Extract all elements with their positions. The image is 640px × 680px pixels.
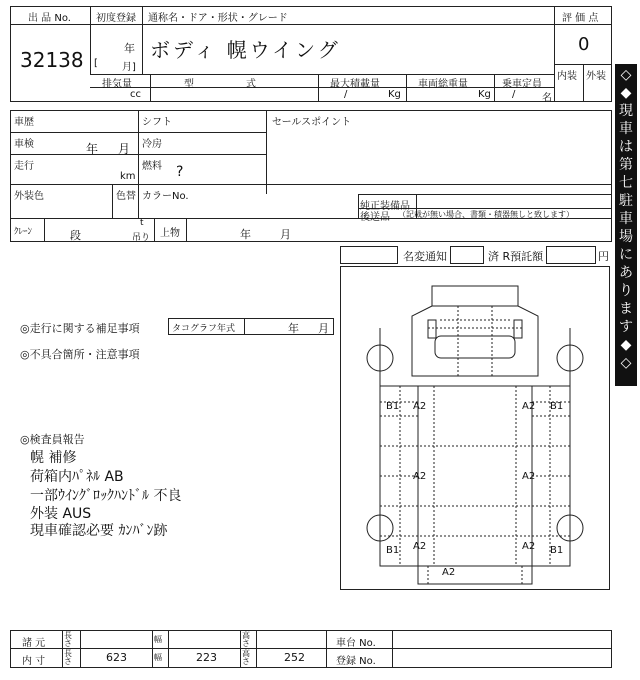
spec-divider-4 [494, 74, 495, 102]
load-slash: / [344, 89, 348, 100]
tacho-divider [244, 318, 245, 335]
banner-char: 車 [619, 211, 633, 227]
name-change-check [450, 246, 484, 264]
mark-a2-mid-left: A2 [413, 471, 427, 482]
tacho-month-unit: 月 [318, 322, 329, 335]
firstreg-divider [142, 6, 143, 24]
recycle-amount-box [546, 246, 596, 264]
mark-a2-rear-bumper: A2 [442, 567, 456, 578]
model-label: 型 [184, 79, 194, 90]
color-change-label: 色替 [116, 191, 136, 202]
mileage-label: 走行 [14, 161, 34, 172]
tachograph-label: タコグラフ年式 [172, 324, 236, 334]
crane-divider-2 [154, 218, 155, 242]
max-load-label: 最大積載量 [330, 79, 380, 90]
report-line-5: 現車確認必要 ｶﾝﾊﾞﾝ跡 [30, 523, 168, 539]
interior-label: 内装 [557, 71, 577, 82]
gvw-label: 車両総重量 [418, 79, 468, 90]
vehicle-name: ボディ 幌ウイング [150, 38, 341, 62]
spec-mid-divider [90, 87, 554, 88]
genuine-divider [358, 194, 612, 195]
banner-char: 場 [619, 229, 633, 245]
dims-col-8 [392, 630, 393, 668]
tacho-year-unit: 年 [288, 322, 299, 335]
running-remarks-label: ◎走行に関する補足事項 [20, 322, 140, 335]
yen-unit: 円 [598, 250, 609, 263]
fuel-value: ? [176, 164, 184, 180]
ac-label: 冷房 [142, 139, 162, 150]
capacity-slash: / [512, 89, 516, 100]
banner-char: 車 [619, 121, 633, 137]
banner-char: ま [619, 301, 633, 317]
displacement-label: 排気量 [102, 79, 132, 90]
spec-divider-3 [406, 74, 407, 102]
dims-col-5 [240, 630, 241, 668]
mark-b1-front-left: B1 [386, 401, 400, 412]
chassis-no-label: 車台 No. [336, 638, 376, 649]
dimensions-table [10, 630, 612, 668]
banner-char: 七 [619, 175, 633, 191]
report-line-3: 一部ｳｲﾝｸﾞﾛｯｸﾊﾝﾄﾞﾙ 不良 [30, 488, 182, 504]
mark-a2-rear-right: A2 [522, 541, 536, 552]
registration-no-label: 登録 No. [336, 656, 376, 667]
delivery-note: （記載が無い場合、書類・積器無しと致します） [398, 210, 574, 219]
first-reg-month-unit: 月] [122, 62, 136, 73]
banner-char: 第 [619, 157, 633, 173]
genuine-equipment-label: 純正装備品 [360, 201, 410, 212]
mark-a2-front-left: A2 [413, 401, 427, 412]
delivery-label: 後送品 [360, 212, 390, 223]
details-row-3 [10, 184, 612, 185]
spec-row-label: 諸 元 [22, 638, 46, 649]
color-no-label: カラーNo. [142, 191, 189, 202]
mark-a2-rear-left: A2 [413, 541, 427, 552]
details-col-2 [266, 110, 267, 194]
first-reg-year-unit: 年 [124, 42, 135, 55]
name-change-label: 名変通知 [403, 250, 447, 263]
cc-unit: cc [130, 89, 141, 100]
dims-height-label: 高さ [242, 649, 250, 666]
model-label-2: 式 [246, 79, 256, 90]
dims-col-4 [168, 630, 169, 668]
fuel-label: 燃料 [142, 161, 162, 172]
lot-right-border [90, 6, 91, 74]
dims-col-1 [62, 630, 63, 668]
dims-row-label: 内 寸 [22, 656, 46, 667]
details-row-2 [10, 154, 266, 155]
crane-divider-3 [186, 218, 187, 242]
shift-label: シフト [142, 117, 172, 128]
spec-divider-1 [150, 74, 151, 102]
dims-col-7 [326, 630, 327, 668]
inspection-month-unit: 月 [118, 142, 131, 156]
spec-height-label: 高さ [242, 631, 250, 648]
dims-col-6 [256, 630, 257, 668]
banner-char: り [619, 283, 633, 299]
name-label: 通称名・ドア・形状・グレード [148, 13, 288, 24]
report-line-2: 荷箱内ﾊﾟﾈﾙ AB [30, 469, 124, 485]
dims-length-label: 長さ [64, 649, 72, 666]
color-sub-divider [112, 184, 113, 218]
score-label: 評 価 点 [562, 13, 599, 24]
banner-char: は [619, 139, 633, 155]
spec-top-divider [90, 74, 554, 75]
crane-steps-unit: 段 [70, 229, 81, 242]
history-label: 車歴 [14, 117, 34, 128]
name-change-box [340, 246, 398, 264]
dims-row-divider [10, 648, 612, 649]
banner-char: ◇ [620, 355, 632, 371]
crane-divider-1 [44, 218, 45, 242]
banner-char: に [619, 247, 633, 263]
colorno-divider [358, 194, 359, 218]
score-mid-divider [583, 64, 584, 102]
gvw-kg-unit: Kg [478, 89, 491, 100]
spec-length-label: 長さ [64, 631, 72, 648]
capacity-unit: 名 [542, 93, 552, 104]
name-row-divider [90, 24, 554, 25]
mark-b1-rear-right: B1 [550, 545, 564, 556]
banner-char: あ [619, 265, 633, 281]
dims-col-3 [152, 630, 153, 668]
ext-color-label: 外装色 [14, 191, 44, 202]
upper-year-unit: 年 [240, 228, 251, 241]
upper-body-label: 上物 [160, 228, 180, 239]
banner-char: す [619, 319, 633, 335]
bracket-open: [ [94, 58, 98, 69]
report-line-1: 幌 補修 [30, 450, 77, 466]
sales-point-label: セールスポイント [272, 117, 352, 128]
recycle-label: 済 R預託額 [488, 250, 544, 263]
spec-divider-2 [318, 74, 319, 102]
inner-width-value: 223 [196, 651, 217, 664]
inspector-report-label: ◎検査員報告 [20, 433, 85, 446]
crane-lift-unit: 吊り [132, 233, 151, 243]
year-divider [142, 24, 143, 74]
details-col-1 [138, 110, 139, 218]
details-grid [10, 110, 612, 242]
score-divider [554, 24, 612, 25]
dims-width-label: 幅 [154, 653, 162, 662]
truck-diagram [340, 266, 610, 590]
inner-length-value: 623 [106, 651, 127, 664]
banner-char: ◆ [620, 85, 632, 101]
inspection-year-unit: 年 [86, 142, 99, 156]
inspection-label: 車検 [14, 139, 34, 150]
location-banner [615, 64, 637, 386]
upper-month-unit: 月 [280, 228, 291, 241]
crane-ton-unit: t [140, 218, 144, 228]
capacity-label: 乗車定員 [502, 79, 542, 90]
lot-divider [10, 24, 90, 25]
km-unit: km [120, 171, 136, 182]
report-line-4: 外装 AUS [30, 506, 92, 522]
mark-b1-rear-left: B1 [386, 545, 400, 556]
banner-char: ◆ [620, 337, 632, 353]
details-row-1 [10, 132, 266, 133]
score-value: 0 [578, 34, 590, 55]
mark-a2-front-right: A2 [522, 401, 536, 412]
banner-char: 駐 [619, 193, 633, 209]
spec-width-label: 幅 [154, 635, 162, 644]
crane-label: ｸﾚｰﾝ [14, 227, 33, 237]
score-left-border [554, 6, 555, 102]
first-reg-label: 初度登録 [96, 13, 136, 24]
mark-a2-mid-right: A2 [522, 471, 536, 482]
mark-b1-front-right: B1 [550, 401, 564, 412]
load-kg-unit: Kg [388, 89, 401, 100]
exterior-label: 外装 [586, 71, 606, 82]
inner-height-value: 252 [284, 651, 305, 664]
dims-col-2 [80, 630, 81, 668]
banner-char: 現 [619, 103, 633, 119]
defect-label: ◎不具合箇所・注意事項 [20, 348, 140, 361]
lot-label: 出 品 No. [28, 13, 71, 24]
lot-number: 32138 [20, 48, 84, 72]
banner-char: ◇ [620, 67, 632, 83]
